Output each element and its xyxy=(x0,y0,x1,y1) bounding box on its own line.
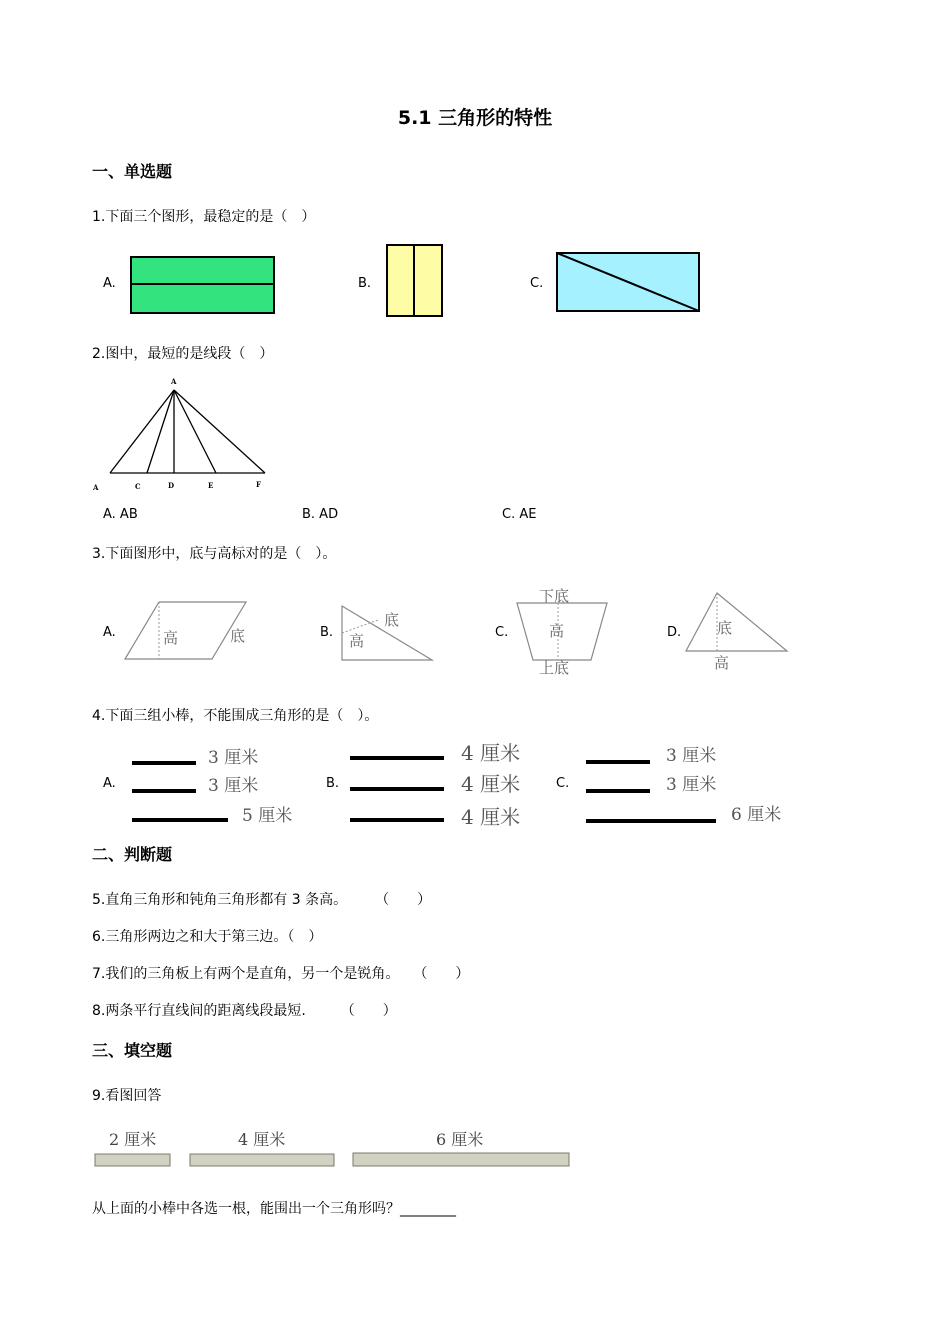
q4-group-b-sticks xyxy=(348,738,558,833)
question-7-text: 7.我们的三角板上有两个是直角，另一个是锐角。 （ ） xyxy=(92,966,470,982)
q9-stick-1-length: 2 厘米 xyxy=(109,1130,157,1149)
q3-d-label-height: 高 xyxy=(714,654,730,672)
q3-b-label-height: 高 xyxy=(349,632,365,650)
q3-b-label-base: 底 xyxy=(384,611,400,629)
q3-c-label-height: 高 xyxy=(549,622,565,640)
q3-d-label-base: 底 xyxy=(717,619,733,637)
section-heading-true-false: 二、判断题 xyxy=(92,845,173,864)
question-1-text: 1.下面三个图形，最稳定的是（ ） xyxy=(92,209,316,225)
q9-sticks-figure xyxy=(93,1127,573,1171)
q9-stick-3-length: 6 厘米 xyxy=(436,1130,484,1149)
question-3-text: 3.下面图形中，底与高标对的是（ ）。 xyxy=(92,546,337,562)
question-9-text: 9.看图回答 xyxy=(92,1088,162,1104)
q3-figure-a-parallelogram xyxy=(123,601,248,661)
q4-c-stick-3-length: 6 厘米 xyxy=(731,805,782,825)
q9-stick-2-length: 4 厘米 xyxy=(238,1130,286,1149)
q4-b-stick-2-length: 4 厘米 xyxy=(461,772,521,796)
section-heading-fill-blank: 三、填空题 xyxy=(92,1041,173,1060)
q1-figure-b-rectangle-with-vertical-line xyxy=(386,244,444,318)
q4-group-c-sticks xyxy=(582,740,792,832)
q3-option-d-label: D. xyxy=(667,625,682,640)
question-6-text: 6.三角形两边之和大于第三边。（ ） xyxy=(92,929,323,945)
q4-b-stick-3-length: 4 厘米 xyxy=(461,805,521,829)
q2-option-a: A. AB xyxy=(103,507,138,522)
q2-point-label-top: A xyxy=(171,377,177,386)
question-5-text: 5.直角三角形和钝角三角形都有 3 条高。 （ ） xyxy=(92,892,432,908)
question-8-text: 8.两条平行直线间的距离线段最短. （ ） xyxy=(92,1003,397,1019)
q3-figure-d-triangle xyxy=(685,592,789,672)
q2-point-label-d: D xyxy=(168,481,175,490)
q3-figure-c-trapezoid xyxy=(515,585,611,677)
q4-a-stick-2-length: 3 厘米 xyxy=(208,776,259,796)
q2-triangle-figure xyxy=(90,376,270,494)
q1-option-a-label: A. xyxy=(103,276,116,291)
q3-a-label-height: 高 xyxy=(163,629,179,647)
q3-option-c-label: C. xyxy=(495,625,509,640)
section-heading-single-choice: 一、单选题 xyxy=(92,162,173,181)
q4-option-c-label: C. xyxy=(556,776,570,791)
q1-option-c-label: C. xyxy=(530,276,544,291)
q4-a-stick-1-length: 3 厘米 xyxy=(208,748,259,768)
q1-figure-a-rectangle-with-horizontal-line xyxy=(130,256,276,316)
q3-option-a-label: A. xyxy=(103,625,116,640)
q4-option-b-label: B. xyxy=(326,776,340,791)
q3-a-label-base: 底 xyxy=(230,627,246,645)
q3-option-b-label: B. xyxy=(320,625,334,640)
q3-c-label-lower-base: 下底 xyxy=(539,587,570,605)
q4-b-stick-1-length: 4 厘米 xyxy=(461,741,521,765)
q4-c-stick-1-length: 3 厘米 xyxy=(666,746,717,766)
question-9-prompt: 从上面的小棒中各选一根，能围出一个三角形吗？________ xyxy=(92,1201,456,1217)
page-title: 5.1 三角形的特性 xyxy=(397,107,553,129)
question-2-text: 2.图中，最短的是线段（ ） xyxy=(92,346,274,362)
q2-point-label-c: C xyxy=(135,482,141,491)
q1-figure-c-rectangle-with-diagonal xyxy=(556,252,702,314)
q2-option-c: C. AE xyxy=(502,507,537,522)
q3-figure-b-right-triangle xyxy=(340,605,436,663)
q4-group-a-sticks xyxy=(128,743,328,833)
q1-option-b-label: B. xyxy=(358,276,372,291)
q4-c-stick-2-length: 3 厘米 xyxy=(666,775,717,795)
q3-c-label-upper-base: 上底 xyxy=(539,659,570,677)
q2-point-label-f: F xyxy=(256,480,261,489)
q2-point-label-a: A xyxy=(93,483,99,492)
q4-option-a-label: A. xyxy=(103,776,116,791)
q4-a-stick-3-length: 5 厘米 xyxy=(242,806,293,826)
q2-option-b: B. AD xyxy=(302,507,339,522)
question-4-text: 4.下面三组小棒，不能围成三角形的是（ ）。 xyxy=(92,708,379,724)
q2-point-label-e: E xyxy=(208,481,214,490)
